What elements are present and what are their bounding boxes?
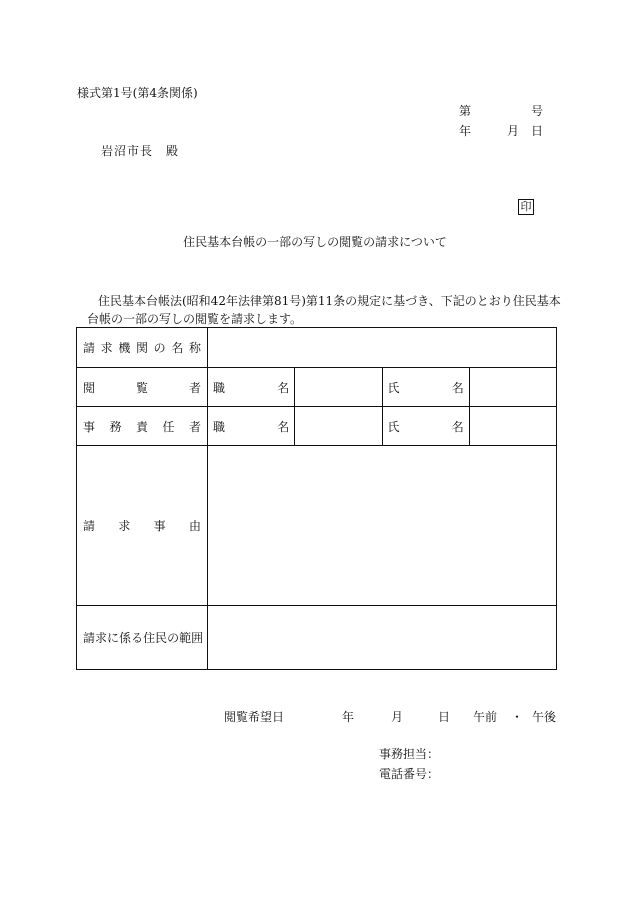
desired-day-label: 日 <box>438 710 451 724</box>
scope-field[interactable] <box>208 606 557 670</box>
desired-year-label: 年 <box>342 710 355 724</box>
addressee: 岩沼市長 殿 <box>101 144 180 158</box>
label-char: 民 <box>155 631 168 645</box>
label-char: 覧 <box>135 380 148 395</box>
pm-label: 午後 <box>532 710 557 724</box>
org-name-field[interactable] <box>208 328 557 368</box>
date-month-label: 月 <box>507 124 520 138</box>
label-char: 閲 <box>83 380 96 395</box>
am-label: 午前 <box>473 710 498 724</box>
label-char: 職 <box>213 419 226 434</box>
org-name-row <box>77 328 557 368</box>
form-number-label: 様式第1号(第4条関係) <box>77 86 198 100</box>
separator-dot: ・ <box>511 710 524 724</box>
org-name-label-cell <box>77 328 208 368</box>
responsible-name-label <box>383 418 469 435</box>
viewer-post-label <box>208 379 294 396</box>
scope-label-cell <box>77 606 208 670</box>
scope-label <box>83 629 204 646</box>
org-name-label <box>83 339 201 356</box>
body-text-line-2: 台帳の一部の写しの閲覧を請求します。 <box>87 312 303 326</box>
label-char: る <box>131 631 144 645</box>
label-char: 名 <box>451 419 464 434</box>
document-title: 住民基本台帳の一部の写しの閲覧の請求について <box>183 235 447 249</box>
responsible-name-field[interactable] <box>469 407 556 446</box>
label-char: 責 <box>135 419 148 434</box>
label-char: 求 <box>95 631 108 645</box>
number-prefix: 第 <box>459 104 472 118</box>
label-char: 機 <box>118 341 131 355</box>
viewer-label-cell <box>77 368 208 407</box>
label-char: 住 <box>143 631 156 645</box>
viewer-row <box>77 368 557 407</box>
responsible-name-label-cell <box>382 407 469 446</box>
label-char: 氏 <box>387 380 400 395</box>
label-char: の <box>167 631 180 645</box>
label-char: に <box>107 631 120 645</box>
label-char: 称 <box>188 341 201 355</box>
reason-label <box>83 517 201 534</box>
label-char: 名 <box>171 341 184 355</box>
label-char: 務 <box>109 419 122 434</box>
responsible-post-field[interactable] <box>295 407 382 446</box>
viewer-name-label-cell <box>382 368 469 407</box>
responsible-post-label <box>208 418 294 435</box>
date-year-label: 年 <box>459 124 472 138</box>
scope-row <box>77 606 557 670</box>
label-char: の <box>153 341 166 355</box>
label-char: 職 <box>213 380 226 395</box>
number-suffix: 号 <box>530 104 543 118</box>
label-char: 任 <box>162 419 175 434</box>
label-char: 請 <box>83 519 96 533</box>
label-char: 名 <box>277 380 290 395</box>
viewer-name-label <box>383 379 469 396</box>
body-text-line-1: 住民基本台帳法(昭和42年法律第81号)第11条の規定に基づき、下記のとおり住民基本 <box>98 294 561 308</box>
label-char: 囲 <box>191 631 204 645</box>
label-char: 氏 <box>387 419 400 434</box>
label-char: 者 <box>188 380 201 395</box>
label-char: 求 <box>118 519 131 533</box>
viewer-name-field[interactable] <box>469 368 556 407</box>
responsible-label-cell <box>77 407 208 446</box>
seal-mark: 印 <box>518 199 534 215</box>
label-char: 名 <box>451 380 464 395</box>
viewer-label <box>83 379 201 396</box>
date-day-label: 日 <box>530 124 543 138</box>
label-char: 者 <box>188 419 201 434</box>
label-char: 請 <box>83 341 96 355</box>
label-char: 由 <box>188 519 201 533</box>
label-char: 範 <box>179 631 192 645</box>
reason-field[interactable] <box>208 446 557 606</box>
viewer-post-label-cell <box>208 368 295 407</box>
viewer-post-field[interactable] <box>295 368 382 407</box>
label-char: 請 <box>83 631 96 645</box>
label-char: 係 <box>119 631 132 645</box>
label-char: 事 <box>83 419 96 434</box>
reason-label-cell <box>77 446 208 606</box>
request-form-table <box>76 327 557 670</box>
desired-date-label: 閲覧希望日 <box>224 710 285 724</box>
responsible-post-label-cell <box>208 407 295 446</box>
responsible-label <box>83 418 201 435</box>
label-char: 関 <box>135 341 148 355</box>
label-char: 求 <box>100 341 113 355</box>
phone-label: 電話番号： <box>379 767 440 781</box>
label-char: 名 <box>277 419 290 434</box>
responsible-row <box>77 407 557 446</box>
label-char: 事 <box>153 519 166 533</box>
staff-label: 事務担当： <box>379 747 440 761</box>
desired-month-label: 月 <box>391 710 404 724</box>
reason-row <box>77 446 557 606</box>
